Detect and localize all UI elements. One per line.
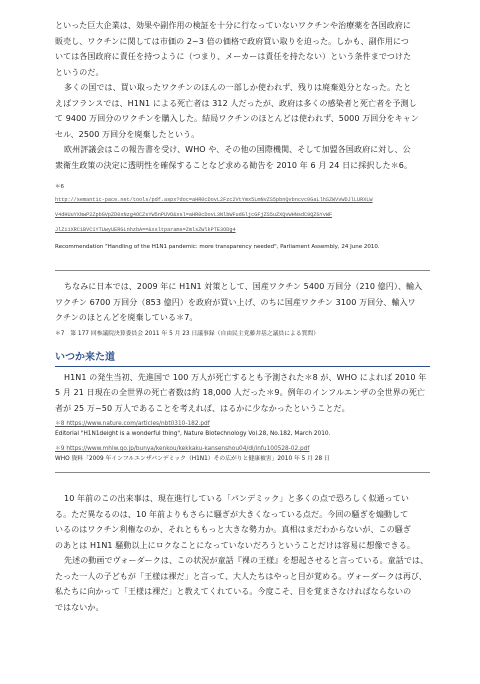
footnote-9 (55, 443, 430, 464)
text-line: いては各国政府に責任を持つように（つまり、メーカーは責任を持たない）という条件までつけた (55, 52, 412, 61)
footnote-url: https://www.nature.com/articles/nbt0310-182.pdf (66, 421, 210, 427)
footnote-citation: Recommendation "Handling of the H1N1 pandemic: more transparency needed", Parliament Assembly, 24 June 2010. (55, 244, 380, 250)
paragraph-3 (55, 142, 430, 173)
footnote-8 (55, 418, 430, 439)
text-line: 10 年前のこの出来事は、現在進行している「パンデミック」と多くの点で恐ろしく似通ってい (64, 494, 409, 503)
footnote-link[interactable] (55, 418, 430, 430)
text-line: て 9400 万回分のワクチンを購入した。結局ワクチンのほとんどは使われず、5000 万回分をキャン (55, 114, 419, 123)
text-line: る。ただ異なるのは、10 年前よりもさらに騒ぎが大きくなっている点だ。今回の騒ぎを煽動して (55, 509, 409, 519)
page-content (55, 18, 430, 615)
paragraph-5 (55, 370, 430, 417)
paragraph-6 (55, 491, 430, 553)
section-heading: いつか来た道 (55, 351, 115, 363)
text-line: 多くの国では、買い取ったワクチンのほんの一部しか使われず、残りは廃棄処分となった。たと (64, 83, 412, 92)
footnote-marker: ＊6 (55, 184, 64, 190)
text-line: 欧州評議会はこの報告書を受け、WHO や、その他の国際機関、そして加盟各国政府に対し、公 (64, 145, 411, 154)
text-line: セル、2500 万回分を廃棄したという。 (55, 129, 200, 139)
paragraph-1 (55, 18, 430, 80)
text-line: ワクチン 6700 万回分（853 億円）を政府が買い上げ、のちに国産ワクチン 3100 万回分、輸入ワ (55, 297, 416, 307)
heading-underline (55, 366, 430, 367)
paragraph-7 (55, 553, 430, 615)
footnote-citation: WHO 資料「2009 年インフルエンザパンデミック（H1N1）その広がりと健康被害」2010 年 5 月 28 日 (55, 456, 330, 462)
footnote-citation: Editorial "H1N1deight is a wonderful thing", Nature Biotechnology Vol.28, No.182, March 2010. (55, 431, 331, 437)
text-line: 衆衛生政策の決定に透明性を確保することなど求める勧告を 2010 年 6 月 24 日に採択した＊6。 (55, 160, 413, 170)
text-line: クチンのほとんどを廃棄している＊7。 (55, 313, 198, 322)
text-line: たった一人の子どもが「王様は裸だ」と言って、大人たちはやっと目が覚める。ヴォーダークは再び、 (55, 571, 427, 581)
text-line: 私たちに向かって「王様は裸だ」と教えてくれている。今度こそ、目を覚まさなければならないの (55, 587, 412, 596)
footnote-link[interactable] (55, 443, 430, 455)
paragraph-4 (55, 279, 430, 326)
footnote-marker: ＊8 (55, 421, 65, 427)
footnote-6 (55, 183, 430, 252)
paragraph-2 (55, 80, 430, 142)
text-line: というのだ。 (55, 67, 104, 77)
text-line: H1N1 の発生当初、先進国で 100 万人が死亡するとも予測された＊8 が、WHO によれば 2010 年 (64, 372, 427, 382)
footnote-url: https://www.mhlw.go.jp/bunya/kenkou/kekkaku-kansenshou04/dl/infu100528-02.pdf (66, 446, 310, 452)
text-line: えばフランスでは、H1N1 による死亡者は 312 人だったが、政府は多くの感染者と死亡者を予測し (55, 98, 417, 108)
footnote-7: ＊7 第 177 回参議院決算委員会 2011 年 5 月 23 日議事録（自由民主党藤井基之議員による質問） (55, 330, 319, 337)
text-line: 5 月 21 日現在の全世界の死亡者数は約 18,000 人だった＊9。例年のインフルエンザの全世界の死亡 (55, 388, 426, 397)
text-line: いるのはワクチン利権なのか、それとももっと大きな勢力か。真相はまだわからないが、この騒ぎ (55, 525, 411, 534)
text-line: 者が 25 万~50 万人であることを考えれば、はるかに少なかったということだ。 (55, 403, 350, 413)
url-line: V4dHUuYXNwP2ZpbGVpZD0xNzg4OCZsYW5nPUVO&xsl=aHR0cDovL3NlbWFudGljcGFjZS5uZXQvWHNsdC9QZGYvWF (55, 212, 333, 218)
footnote-link[interactable] (55, 193, 430, 238)
text-line: ちなみに日本では、2009 年に H1N1 対策として、国産ワクチン 5400 万回分（210 億円）、輸入 (64, 282, 423, 291)
url-line: JlZi1XRC1BVC1YTUwyUERGLnhzbA==&xsltparams=ZmlsZWlkPTE3ODg4 (55, 227, 236, 233)
text-line: といった巨大企業は、効果や副作用の検証を十分に行なっていないワクチンや治療薬を各国政府に (55, 21, 411, 30)
text-line: 販売し、ワクチンに関しては市価の 2~3 倍の価格で政府買い取りを迫った。しかも、副作用につ (55, 36, 410, 46)
footnote-marker: ＊9 (55, 446, 65, 452)
text-line: 先述の動画でヴォーダークは、この状況が童話『裸の王様』を想起させると言っている。童話では、 (64, 556, 429, 565)
url-line: http://semantic-pace.net/tools/pdf.aspx?doc=aHR0cDovL2Fzc2VtYmx5LmNvZS5pbnQvbncvc0GaLlhSZWVvWDJlLURXLW (55, 197, 373, 203)
text-line: のあとは H1N1 騒動以上にロクなことになっていないだろうということだけは容易に想像できる。 (55, 540, 415, 550)
text-line: ではないか。 (55, 602, 104, 612)
